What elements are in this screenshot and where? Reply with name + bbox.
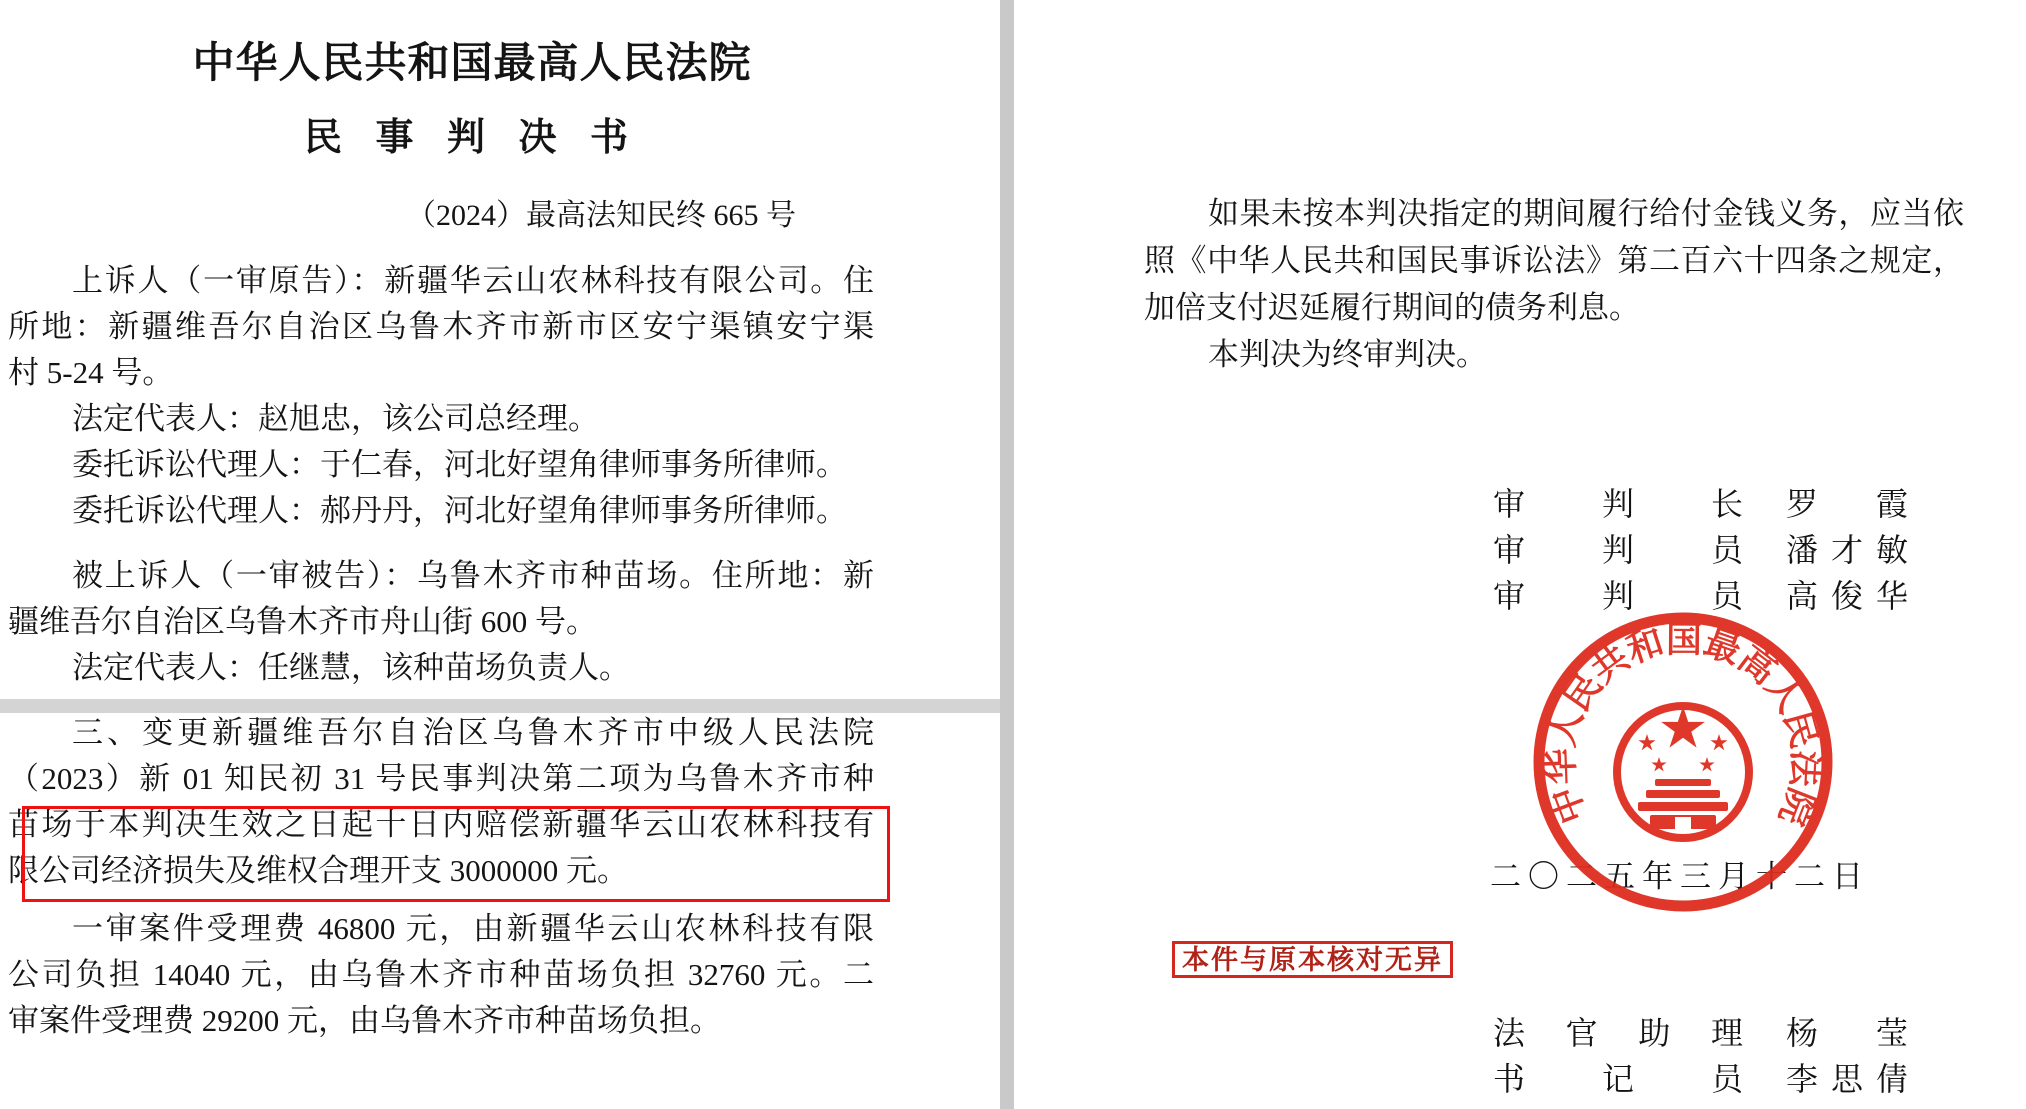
star-icon bbox=[1699, 757, 1714, 771]
seal-curved-text: 中华人民共和国最高人民法院 bbox=[1540, 619, 1826, 831]
text-line: 限公司经济损失及维权合理开支 3000000 元。 bbox=[8, 853, 628, 888]
seal-ring bbox=[1539, 618, 1827, 906]
name-char: 莹 bbox=[1875, 1015, 1908, 1051]
text-line: 被上诉人（一审被告）：乌鲁木齐市种苗场。住所地：新 bbox=[72, 558, 874, 593]
name-char: 李 bbox=[1786, 1061, 1819, 1097]
star-icon bbox=[1651, 757, 1666, 771]
role-char: 判 bbox=[1601, 532, 1634, 568]
judgment-date: 二〇二五年三月十二日 bbox=[1490, 859, 1870, 894]
text-line: 疆维吾尔自治区乌鲁木齐市舟山街 600 号。 bbox=[8, 604, 597, 639]
role-char: 审 bbox=[1493, 578, 1526, 614]
text-line: 加倍支付迟延履行期间的债务利息。 bbox=[1144, 290, 1640, 325]
name-char: 华 bbox=[1875, 578, 1908, 614]
signature-name bbox=[1786, 525, 1908, 571]
signature-row bbox=[1014, 1054, 2026, 1097]
signature-role bbox=[1493, 1008, 1743, 1054]
signature-name bbox=[1786, 479, 1908, 525]
text-line: 委托诉讼代理人：郝丹丹，河北好望角律师事务所律师。 bbox=[72, 493, 847, 528]
role-char: 判 bbox=[1601, 578, 1634, 614]
star-icon bbox=[1710, 734, 1727, 750]
signature-role bbox=[1493, 1054, 1743, 1100]
document-type-title: 民 事 判 决 书 bbox=[303, 117, 640, 159]
text-line: 委托诉讼代理人：于仁春，河北好望角律师事务所律师。 bbox=[72, 447, 847, 482]
signature-name bbox=[1786, 1008, 1908, 1054]
name-char: 霞 bbox=[1875, 486, 1908, 522]
highlight-rectangle bbox=[22, 806, 890, 902]
text-line: 上诉人（一审原告）：新疆华云山农林科技有限公司。住 bbox=[72, 263, 874, 298]
signature-row bbox=[1014, 1008, 2026, 1051]
text-line: 审案件受理费 29200 元，由乌鲁木齐市种苗场负担。 bbox=[8, 1003, 721, 1038]
name-char: 思 bbox=[1830, 1061, 1863, 1097]
star-icon bbox=[1661, 706, 1705, 748]
text-line: 照《中华人民共和国民事诉讼法》第二百六十四条之规定， bbox=[1144, 243, 1964, 278]
scan-stitch-band bbox=[0, 699, 1000, 713]
text-line: 公司负担 14040 元，由乌鲁木齐市种苗场负担 32760 元。二 bbox=[8, 957, 874, 992]
role-char: 长 bbox=[1710, 486, 1743, 522]
right-page-body bbox=[1144, 190, 1964, 378]
name-char: 倩 bbox=[1875, 1061, 1908, 1097]
text-line: 法定代表人：任继慧，该种苗场负责人。 bbox=[72, 650, 630, 685]
signature-name bbox=[1786, 1054, 1908, 1100]
page-left bbox=[0, 0, 1000, 1109]
text-line: 法定代表人：赵旭忠，该公司总经理。 bbox=[72, 401, 599, 436]
role-char: 官 bbox=[1565, 1015, 1598, 1051]
name-char: 才 bbox=[1830, 532, 1863, 568]
name-char: 杨 bbox=[1786, 1015, 1819, 1051]
role-char: 记 bbox=[1601, 1061, 1634, 1097]
text-line: 本判决为终审判决。 bbox=[1208, 337, 1487, 372]
verification-stamp: 本件与原本核对无异 bbox=[1172, 941, 1453, 978]
signature-row bbox=[1014, 571, 2026, 614]
text-line: 三、变更新疆维吾尔自治区乌鲁木齐市中级人民法院 bbox=[72, 715, 874, 750]
role-char: 员 bbox=[1710, 578, 1743, 614]
role-char: 助 bbox=[1638, 1015, 1671, 1051]
role-char: 审 bbox=[1493, 486, 1526, 522]
signature-role bbox=[1493, 479, 1743, 525]
signature-role bbox=[1493, 525, 1743, 571]
court-name-title: 中华人民共和国最高人民法院 bbox=[192, 41, 752, 87]
signature-row bbox=[1014, 479, 2026, 522]
name-char: 俊 bbox=[1830, 578, 1863, 614]
text-line: 一审案件受理费 46800 元，由新疆华云山农林科技有限 bbox=[72, 911, 874, 946]
left-page-body bbox=[8, 258, 874, 1044]
role-char: 审 bbox=[1493, 532, 1526, 568]
role-char: 书 bbox=[1493, 1061, 1526, 1097]
role-char: 判 bbox=[1601, 486, 1634, 522]
text-line: （2023）新 01 知民初 31 号民事判决第二项为乌鲁木齐市种 bbox=[8, 761, 874, 796]
page-right bbox=[1014, 0, 2026, 1109]
signature-row bbox=[1014, 525, 2026, 568]
role-char: 员 bbox=[1710, 1061, 1743, 1097]
name-char: 敏 bbox=[1875, 532, 1908, 568]
case-number: （2024）最高法知民终 665 号 bbox=[406, 199, 796, 232]
page-divider bbox=[1000, 0, 1014, 1109]
role-char: 员 bbox=[1710, 532, 1743, 568]
text-line: 苗场于本判决生效之日起十日内赔偿新疆华云山农林科技有 bbox=[8, 807, 874, 842]
text-line: 村 5-24 号。 bbox=[8, 355, 174, 390]
court-seal bbox=[1528, 607, 1838, 917]
name-char: 潘 bbox=[1786, 532, 1819, 568]
tiananmen-gate-glyph bbox=[1638, 779, 1728, 829]
star-icon bbox=[1638, 734, 1655, 750]
name-char: 罗 bbox=[1786, 486, 1819, 522]
role-char: 法 bbox=[1493, 1015, 1526, 1051]
text-line: 所地：新疆维吾尔自治区乌鲁木齐市新市区安宁渠镇安宁渠 bbox=[8, 309, 874, 344]
text-line: 如果未按本判决指定的期间履行给付金钱义务，应当依 bbox=[1208, 196, 1964, 231]
name-char: 高 bbox=[1786, 578, 1819, 614]
role-char: 理 bbox=[1710, 1015, 1743, 1051]
